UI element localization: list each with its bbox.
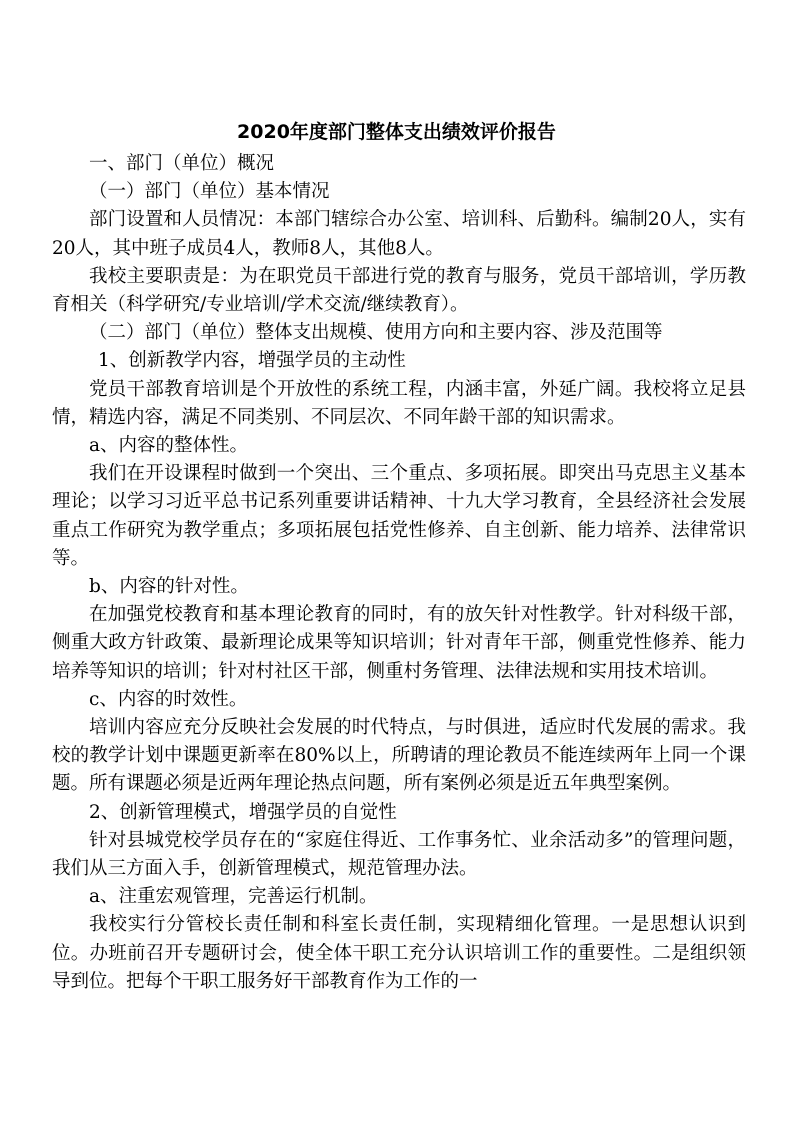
section-heading: 一、部门（单位）概况 — [89, 153, 275, 174]
item-subheading: a、注重宏观管理，完善运行机制。 — [89, 886, 378, 908]
item-subheading: b、内容的针对性。 — [89, 576, 249, 598]
body-paragraph: 针对县城党校学员存在的“家庭住得近、工作事务忙、业余活动多”的管理问题，我们从三方面入手，创新管理模式，规范管理办法。 — [52, 829, 746, 880]
item-heading: 2、创新管理模式，增强学员的自觉性 — [89, 801, 397, 823]
subsection-heading: （二）部门（单位）整体支出规模、使用方向和主要内容、涉及范围等 — [89, 322, 663, 344]
body-paragraph: 我校主要职责是：为在职党员干部进行党的教育与服务，党员干部培训，学历教育相关（科学研究/专业培训/学术交流/继续教育）。 — [52, 265, 746, 316]
subsection-heading: （一）部门（单位）基本情况 — [89, 181, 330, 203]
item-heading: 1、创新教学内容，增强学员的主动性 — [98, 350, 406, 372]
body-paragraph: 部门设置和人员情况：本部门辖综合办公室、培训科、后勤科。编制20人，实有20人，其中班子成员4人，教师8人，其他8人。 — [52, 209, 746, 259]
body-paragraph: 在加强党校教育和基本理论教育的同时，有的放矢针对性教学。针对科级干部，侧重大政方针政策、最新理论成果等知识培训；针对青年干部，侧重党性修养、能力培养等知识的培训；针对村社区干部，侧重村务管理、法律法规和实用技术培训。 — [52, 604, 746, 682]
body-paragraph: 培训内容应充分反映社会发展的时代特点，与时俱进，适应时代发展的需求。我校的教学计划中课题更新率在80%以上，所聘请的理论教员不能连续两年上同一个课题。所有课题必须是近两年理论热点问题，所有案例必须是近五年典型案例。 — [52, 717, 746, 795]
document-title: 2020年度部门整体支出绩效评价报告 — [237, 121, 556, 143]
item-subheading: c、内容的时效性。 — [89, 688, 248, 710]
document-body — [52, 150, 746, 996]
body-paragraph: 党员干部教育培训是个开放性的系统工程，内涵丰富，外延广阔。我校将立足县情，精选内容，满足不同类别、不同层次、不同年龄干部的知识需求。 — [52, 378, 746, 428]
item-subheading: a、内容的整体性。 — [89, 435, 249, 457]
body-paragraph: 我校实行分管校长责任制和科室长责任制，实现精细化管理。一是思想认识到位。办班前召开专题研讨会，使全体干职工充分认识培训工作的重要性。二是组织领导到位。把每个干职工服务好干部教育作为工作的一 — [52, 914, 746, 992]
body-paragraph: 我们在开设课程时做到一个突出、三个重点、多项拓展。即突出马克思主义基本理论；以学习习近平总书记系列重要讲话精神、十九大学习教育，全县经济社会发展重点工作研究为教学重点；多项拓展包括党性修养、自主创新、能力培养、法律常识等。 — [52, 463, 746, 569]
